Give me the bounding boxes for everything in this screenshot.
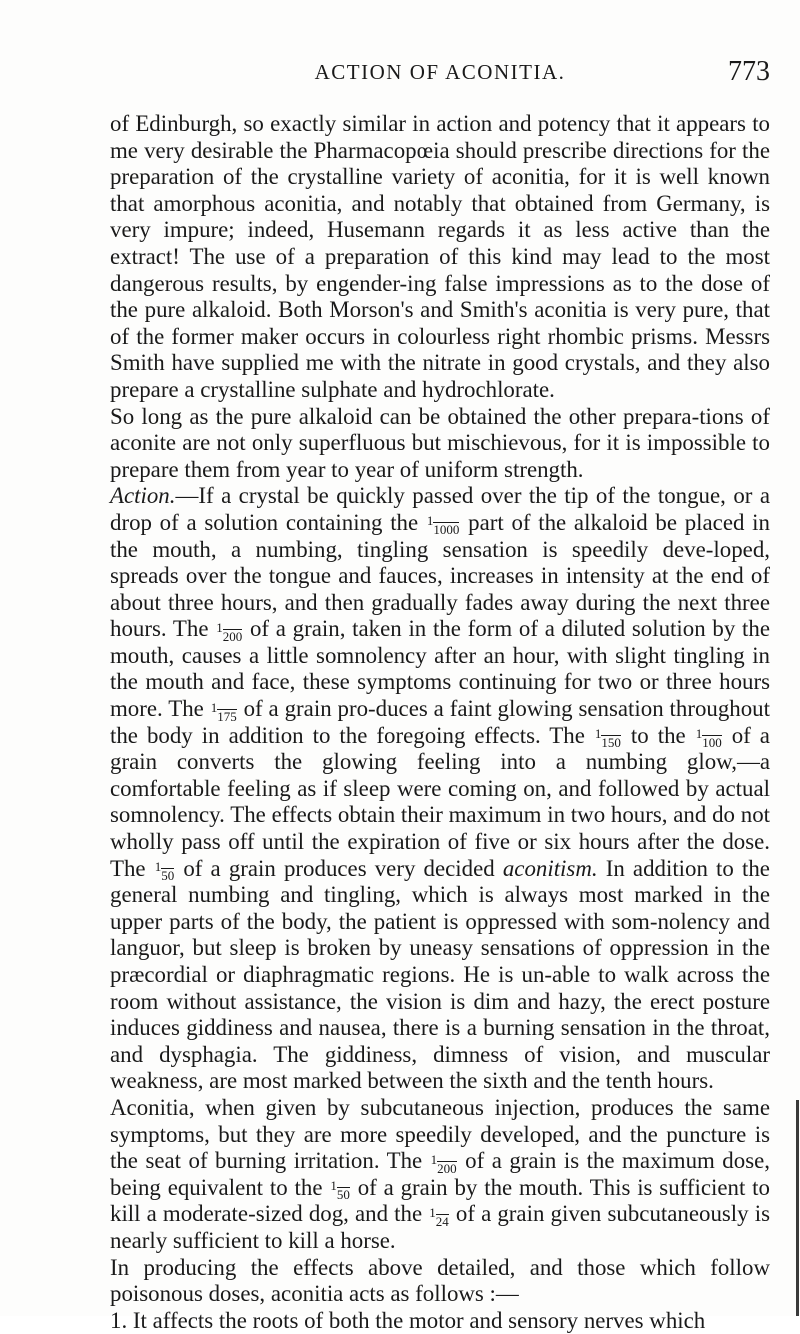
fraction <box>428 1206 450 1228</box>
paragraph-5: In producing the effects above detailed, and those which follow poisonous doses, aconitia acts as follows :— <box>110 1254 770 1307</box>
text-run: of a grain produces very decided <box>183 855 495 881</box>
fraction-denominator: 24 <box>435 1213 449 1229</box>
body-text <box>110 111 770 1334</box>
text-run: Aconitia, when given by subcutaneous injection, produces the same symptoms, but they are more speedily developed, and the puncture is the seat of burning irritation. The <box>110 1094 770 1174</box>
text-run: of a grain pro-duces a faint glowing sensation throughout the body in addition to the foregoing effects. The <box>110 696 770 748</box>
italic-term: aconitism. <box>502 855 598 881</box>
fraction <box>154 860 176 882</box>
fraction-denominator: 150 <box>601 735 621 751</box>
fraction-denominator: 200 <box>437 1160 457 1176</box>
text-run: of a grain by the mouth. This is sufficient to kill a moderate-sized dog, and the <box>110 1174 770 1227</box>
fraction-numerator: 1 <box>210 699 218 715</box>
fraction <box>215 621 243 643</box>
fraction <box>695 727 723 749</box>
fraction <box>329 1179 351 1201</box>
fraction-numerator: 1 <box>426 513 434 529</box>
running-title: ACTION OF ACONITIA. <box>314 60 566 84</box>
fraction-numerator: 1 <box>154 859 162 875</box>
page-edge-rule <box>796 1100 799 1316</box>
text-run: of a grain is the maximum dose, being equivalent to the <box>110 1148 770 1200</box>
fraction-denominator: 175 <box>217 708 237 724</box>
fraction <box>210 701 238 723</box>
page-number: 773 <box>728 56 770 87</box>
fraction <box>594 727 622 749</box>
fraction-denominator: 100 <box>702 735 722 751</box>
fraction-denominator: 1000 <box>433 522 460 538</box>
fraction <box>426 514 461 536</box>
paragraph-2: So long as the pure alkaloid can be obtained the other prepara-tions of aconite are not only superfluous but mischievous, for it is impossible to prepare them from year to year of uniform strength. <box>110 403 770 482</box>
section-label: Action. <box>110 483 176 509</box>
running-head <box>110 56 770 92</box>
text-run: of a grain, taken in the form of a diluted solution by the mouth, causes a little somnolency after an hour, with slight tingling in the mouth and face, these symptoms continuing for two or three hours more. The <box>110 616 770 722</box>
text-run: of a grain converts the glowing feeling into a numbing glow,—a comfortable feeling as if sleep were coming on, and followed by actual somnolency. The effects obtain their maximum in two hours, and do not wholly pass off until the expiration of five or six hours after the dose. The <box>110 722 770 881</box>
fraction-denominator: 50 <box>161 868 175 884</box>
fraction <box>430 1153 458 1175</box>
paragraph-3 <box>110 483 770 1095</box>
fraction-numerator: 1 <box>330 1178 337 1194</box>
fraction-numerator: 1 <box>594 726 602 742</box>
paragraph-6: 1. It affects the roots of both the motor and sensory nerves which <box>110 1307 706 1333</box>
paragraph-1: of Edinburgh, so exactly similar in action and potency that it appears to me very desirable the Pharmacopœia should prescribe directions for the preparation of the crystalline variety of aconitia, for it is well known that amorphous aconitia, and notably that obtained from Germany, is very impure; indeed, Husemann regards it as less active than the extract! The use of a preparation of this kind may lead to the most dangerous results, by engender-ing false impressions as to the dose of the pure alkaloid. Both Morson's and Smith's aconitia is very pure, that of the former maker occurs in colourless right rhombic prisms. Messrs Smith have supplied me with the nitrate in good crystals, and they also prepare a crystalline sulphate and hydrochlorate. <box>110 111 770 402</box>
fraction-numerator: 1 <box>430 1151 438 1167</box>
text-run: —If a crystal be quickly passed over the tip of the tongue, or a drop of a solution containing the <box>110 483 770 535</box>
text-run: part of the alkaloid be placed in the mouth, a numbing, tingling sensation is speedily deve-loped, spreads over the tongue and fauces, increases in intensity at the end of about three hours, and then gradually fades away during the next three hours. The <box>110 509 770 642</box>
paragraph-4 <box>110 1095 770 1255</box>
text-run: of a grain given subcutaneously is nearly sufficient to kill a horse. <box>110 1201 770 1253</box>
text-run: In addition to the general numbing and tingling, which is always most marked in the upper parts of the body, the patient is oppressed with som-nolency and languor, but sleep is broken by uneasy sensations of oppression in the præcordial or diaphragmatic regions. He is un-able to walk across the room without assistance, the vision is dim and hazy, the erect posture induces giddiness and nausea, there is a burning sensation in the throat, and dysphagia. The giddiness, dimness of vision, and muscular weakness, are most marked between the sixth and the tenth hours. <box>110 855 770 1094</box>
fraction-numerator: 1 <box>695 726 703 742</box>
fraction-numerator: 1 <box>216 619 223 635</box>
fraction-denominator: 200 <box>222 628 243 644</box>
fraction-numerator: 1 <box>429 1204 436 1220</box>
text-run: to the <box>630 722 686 748</box>
fraction-denominator: 50 <box>336 1187 350 1203</box>
